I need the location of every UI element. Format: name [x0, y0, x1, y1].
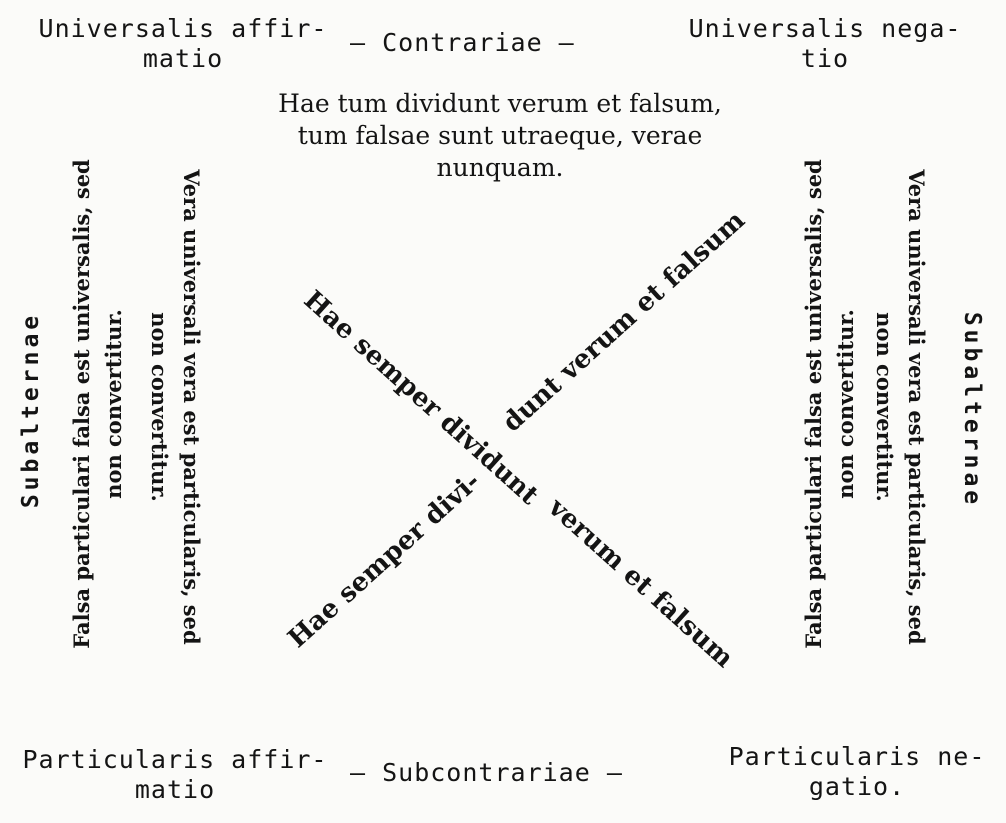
- diagonal-ascending-start: Hae semper divi-: [282, 466, 487, 655]
- particularis-negatio-line-1: Particularis ne-: [728, 742, 986, 771]
- contrary-note-line-1: Hae tum dividunt verum et falsum,: [278, 89, 722, 118]
- contrariae-label: — Contrariae —: [350, 28, 575, 57]
- subaltern-note-left-inner-line-2: non convertitur.: [147, 312, 172, 502]
- subaltern-note-right-inner: [798, 104, 862, 704]
- diagonal-descending-start: Hae semper dividunt: [297, 285, 545, 511]
- subalternae-left-label: Subalternae: [18, 311, 44, 509]
- subaltern-note-left-outer-line-2: non convertitur.: [101, 309, 126, 499]
- subcontrariae-label: — Subcontrariae —: [350, 758, 623, 787]
- universalis-affirmatio-line-1: Universalis affir-: [38, 14, 328, 43]
- subaltern-note-right-outer: [868, 107, 932, 707]
- diagonal-ascending-end: dunt verum et falsum: [497, 205, 751, 439]
- subaltern-note-left-inner: [143, 107, 207, 707]
- contrary-note-line-3: nunquam.: [436, 153, 564, 182]
- universalis-affirmatio-label: [28, 14, 338, 74]
- diagonal-descending-end: verum et falsum: [542, 492, 739, 674]
- subalternae-right-label: Subalternae: [959, 311, 985, 509]
- subaltern-note-left-inner-line-1: Vera universali vera est particularis, sed: [179, 169, 204, 645]
- contrary-note-line-2: tum falsae sunt utraeque, verae: [297, 121, 703, 150]
- subaltern-note-left-outer-line-1: Falsa particulari falsa est universalis, sed: [69, 159, 94, 649]
- universalis-negatio-line-1: Universalis nega-: [688, 14, 962, 43]
- subaltern-note-right-outer-line-1: Vera universali vera est particularis, sed: [904, 169, 929, 645]
- subaltern-note-left-outer: [66, 104, 130, 704]
- particularis-affirmatio-line-1: Particularis affir-: [22, 745, 328, 774]
- particularis-affirmatio-line-2: matio: [134, 775, 216, 804]
- subaltern-note-right-outer-line-2: non convertitur.: [872, 312, 897, 502]
- subaltern-note-right-inner-line-2: non convertitur.: [833, 309, 858, 499]
- universalis-affirmatio-line-2: matio: [142, 44, 224, 73]
- universalis-negatio-line-2: tio: [800, 44, 850, 73]
- subaltern-note-right-inner-line-1: Falsa particulari falsa est universalis, sed: [801, 159, 826, 649]
- particularis-affirmatio-label: [10, 745, 340, 805]
- universalis-negatio-label: [660, 14, 990, 74]
- particularis-negatio-label: [712, 742, 1002, 802]
- contrary-note: [230, 88, 770, 184]
- particularis-negatio-line-2: gatio.: [808, 772, 906, 801]
